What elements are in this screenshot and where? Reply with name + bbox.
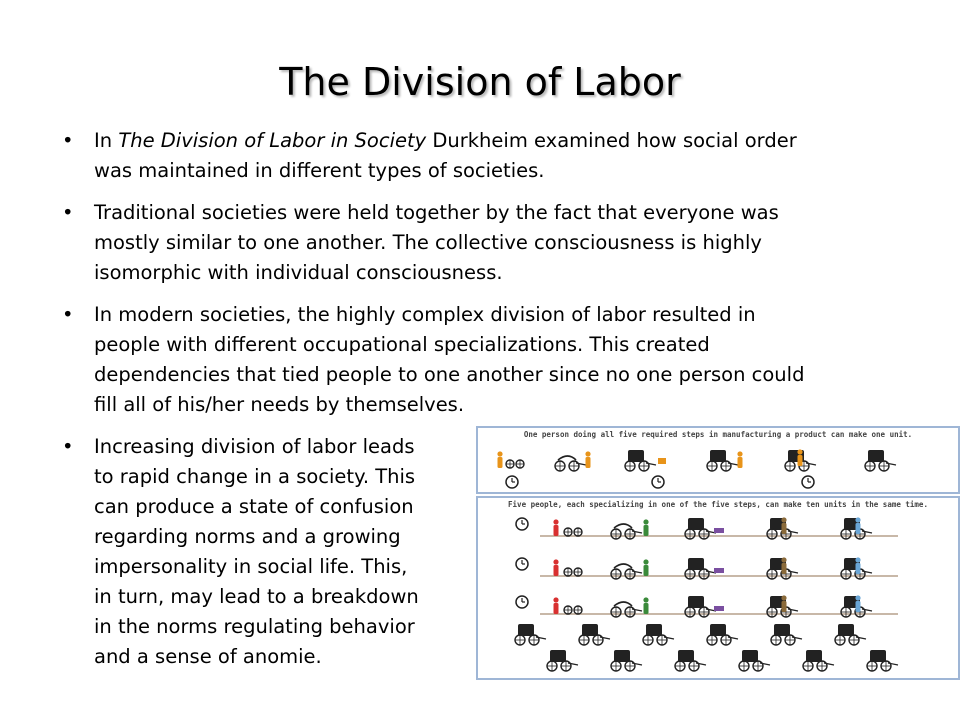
carriage-shaft bbox=[664, 637, 674, 639]
bullet-dot: • bbox=[62, 129, 74, 152]
carriage-frame bbox=[558, 456, 576, 460]
carriage-body bbox=[774, 624, 790, 636]
carriage-body bbox=[688, 596, 704, 608]
part-pile bbox=[714, 568, 724, 573]
carriage-body bbox=[518, 624, 534, 636]
bullet-4-text bbox=[94, 432, 419, 672]
worker-head bbox=[855, 557, 860, 562]
carriage-shaft bbox=[888, 663, 898, 665]
carriage-body bbox=[688, 518, 704, 530]
carriage-shaft bbox=[728, 463, 738, 465]
carriage-shaft bbox=[788, 531, 798, 533]
worker-body bbox=[554, 603, 559, 614]
carriage-shaft bbox=[632, 531, 642, 533]
carriage-body bbox=[710, 450, 726, 462]
carriage-shaft bbox=[886, 463, 896, 465]
specialized-workers-panel bbox=[476, 496, 960, 680]
carriage-shaft bbox=[856, 637, 866, 639]
carriage-frame bbox=[614, 564, 632, 568]
carriage-shaft bbox=[536, 637, 546, 639]
carriage-shaft bbox=[862, 571, 872, 573]
bullet-1-line-1-pre: In bbox=[94, 129, 119, 152]
worker-body bbox=[554, 525, 559, 536]
carriage-body bbox=[870, 650, 886, 662]
worker-body bbox=[782, 563, 787, 574]
bullet-dot: • bbox=[62, 303, 74, 326]
bullet-4-line-5: impersonality in social life. This, bbox=[94, 555, 408, 578]
carriage-shaft bbox=[862, 531, 872, 533]
carriage-shaft bbox=[760, 663, 770, 665]
bullet-4-line-3: can produce a state of confusion bbox=[94, 495, 414, 518]
carriage-body bbox=[710, 624, 726, 636]
single-worker-illustration bbox=[478, 428, 958, 492]
carriage-body bbox=[688, 558, 704, 570]
carriage-shaft bbox=[728, 637, 738, 639]
single-worker-panel bbox=[476, 426, 960, 494]
carriage-body bbox=[614, 650, 630, 662]
specialized-workers-illustration bbox=[478, 498, 958, 678]
carriage-shaft bbox=[646, 463, 656, 465]
carriage-shaft bbox=[696, 663, 706, 665]
bullet-4-line-1: Increasing division of labor leads bbox=[94, 435, 415, 458]
carriage-shaft bbox=[824, 663, 834, 665]
worker-body bbox=[738, 457, 743, 468]
bullet-4-line-7: in the norms regulating behavior bbox=[94, 615, 415, 638]
part-pile bbox=[714, 606, 724, 611]
bullet-1-line-1 bbox=[94, 126, 797, 156]
carriage-shaft bbox=[632, 571, 642, 573]
worker-head bbox=[737, 451, 742, 456]
carriage-shaft bbox=[788, 571, 798, 573]
worker-head bbox=[781, 557, 786, 562]
carriage-shaft bbox=[600, 637, 610, 639]
bullet-1-text bbox=[94, 126, 797, 186]
worker-body bbox=[644, 565, 649, 576]
worker-head bbox=[553, 597, 558, 602]
worker-head bbox=[781, 517, 786, 522]
worker-head bbox=[497, 451, 502, 456]
worker-head bbox=[553, 519, 558, 524]
bullet-1-line-1-post: Durkheim examined how social order bbox=[426, 129, 797, 152]
bullet-dot: • bbox=[62, 435, 74, 458]
worker-body bbox=[498, 457, 503, 468]
specialized-workers-caption: Five people, each specializing in one of the five steps, can make ten units in the same time. bbox=[508, 500, 928, 509]
carriage-body bbox=[806, 650, 822, 662]
bullet-dot: • bbox=[62, 201, 74, 224]
worker-body bbox=[554, 565, 559, 576]
bullet-3-line-1: In modern societies, the highly complex division of labor resulted in bbox=[94, 303, 756, 326]
bullet-2-text bbox=[94, 198, 779, 288]
worker-body bbox=[782, 523, 787, 534]
carriage-body bbox=[678, 650, 694, 662]
bullet-4-line-8: and a sense of anomie. bbox=[94, 645, 322, 668]
worker-body bbox=[644, 525, 649, 536]
carriage-body bbox=[868, 450, 884, 462]
worker-head bbox=[855, 595, 860, 600]
bullet-3-text bbox=[94, 300, 804, 420]
worker-head bbox=[781, 595, 786, 600]
worker-head bbox=[797, 449, 802, 454]
worker-body bbox=[856, 563, 861, 574]
carriage-frame bbox=[614, 602, 632, 606]
carriage-body bbox=[582, 624, 598, 636]
bullet-2-line-1: Traditional societies were held together by the fact that everyone was bbox=[94, 201, 779, 224]
carriage-frame bbox=[614, 524, 632, 528]
carriage-shaft bbox=[576, 463, 586, 465]
carriage-shaft bbox=[792, 637, 802, 639]
worker-body bbox=[782, 601, 787, 612]
worker-head bbox=[643, 559, 648, 564]
worker-body bbox=[644, 603, 649, 614]
book-title: The Division of Labor in Society bbox=[118, 129, 427, 152]
worker-head bbox=[585, 451, 590, 456]
carriage-body bbox=[646, 624, 662, 636]
worker-body bbox=[798, 455, 803, 466]
bullet-4-line-6: in turn, may lead to a breakdown bbox=[94, 585, 419, 608]
worker-head bbox=[553, 559, 558, 564]
bullet-2-line-3: isomorphic with individual consciousness. bbox=[94, 261, 503, 284]
part-pile bbox=[714, 528, 724, 533]
bullet-3-line-4: fill all of his/her needs by themselves. bbox=[94, 393, 465, 416]
worker-head bbox=[855, 517, 860, 522]
bullet-2-line-2: mostly similar to one another. The collective consciousness is highly bbox=[94, 231, 762, 254]
bullet-3-line-2: people with different occupational specializations. This created bbox=[94, 333, 710, 356]
worker-body bbox=[856, 523, 861, 534]
slide-title: The Division of Labor bbox=[279, 60, 681, 104]
carriage-body bbox=[550, 650, 566, 662]
worker-head bbox=[643, 597, 648, 602]
bullet-1-line-2: was maintained in different types of societies. bbox=[94, 159, 545, 182]
carriage-body bbox=[742, 650, 758, 662]
carriage-body bbox=[628, 450, 644, 462]
carriage-shaft bbox=[788, 609, 798, 611]
carriage-shaft bbox=[632, 663, 642, 665]
carriage-shaft bbox=[568, 663, 578, 665]
carriage-shaft bbox=[806, 463, 816, 465]
worker-head bbox=[643, 519, 648, 524]
bullet-4-line-2: to rapid change in a society. This bbox=[94, 465, 416, 488]
bullet-3-line-3: dependencies that tied people to one another since no one person could bbox=[94, 363, 805, 386]
carriage-body bbox=[838, 624, 854, 636]
worker-body bbox=[856, 601, 861, 612]
bullet-4-line-4: regarding norms and a growing bbox=[94, 525, 401, 548]
carriage-shaft bbox=[862, 609, 872, 611]
part-pile bbox=[658, 458, 666, 464]
carriage-shaft bbox=[632, 609, 642, 611]
worker-body bbox=[586, 457, 591, 468]
single-worker-caption: One person doing all five required steps in manufacturing a product can make one unit. bbox=[523, 430, 913, 439]
